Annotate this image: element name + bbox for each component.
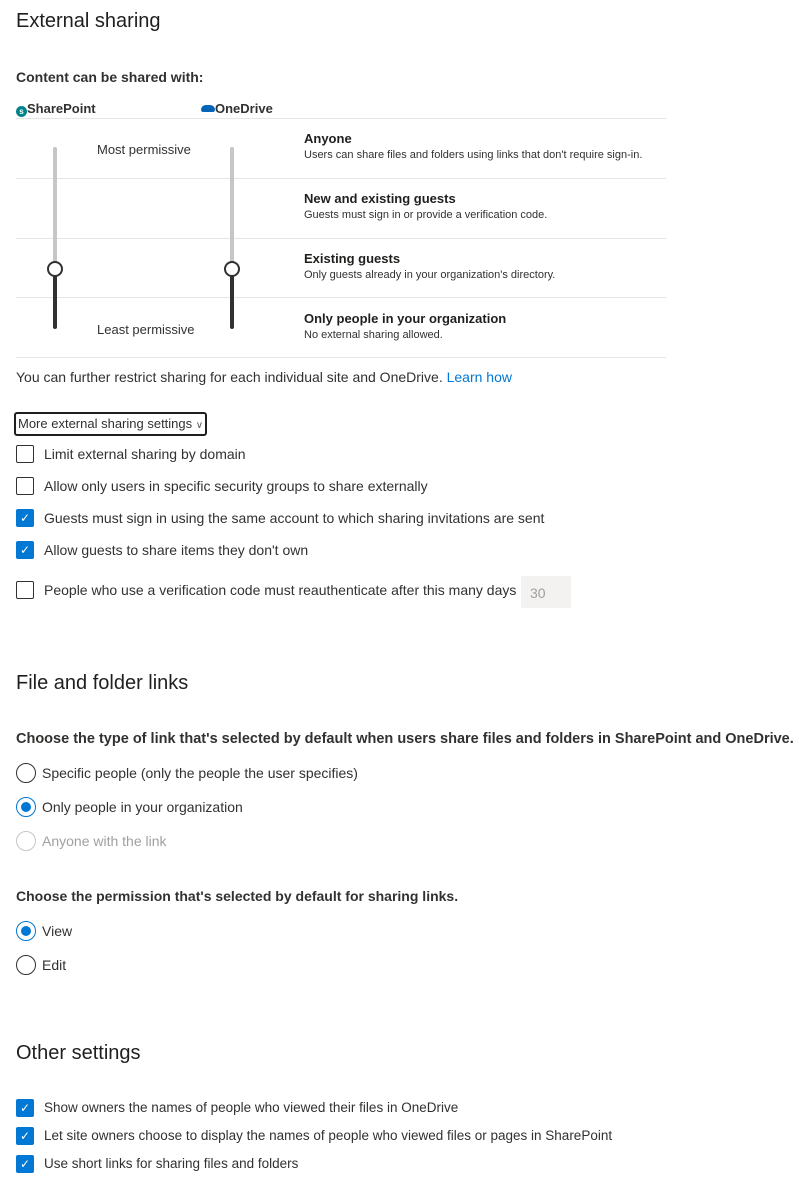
more-settings-label: More external sharing settings xyxy=(18,416,193,431)
sharepoint-label: SharePoint xyxy=(27,101,96,116)
checkmark-icon: ✓ xyxy=(19,543,31,557)
checkbox-label: Use short links for sharing files and folders xyxy=(44,1156,299,1171)
external-sharing-title: External sharing xyxy=(16,10,161,32)
slider-fill xyxy=(230,268,234,329)
divider xyxy=(16,297,666,298)
onedrive-icon xyxy=(201,105,215,112)
more-settings-toggle[interactable] xyxy=(14,412,207,436)
radio-anyone[interactable] xyxy=(16,831,36,851)
security-groups-checkbox[interactable] xyxy=(16,477,34,495)
radio-label: View xyxy=(42,923,73,939)
reauth-days-input[interactable]: 30 xyxy=(521,576,571,608)
checkbox-label: Limit external sharing by domain xyxy=(44,446,246,462)
level-anyone xyxy=(304,131,642,161)
level-desc: Only guests already in your organization's directory. xyxy=(304,269,556,281)
level-desc: Users can share files and folders using links that don't require sign-in. xyxy=(304,149,643,161)
sharepoint-header xyxy=(16,101,96,117)
divider xyxy=(16,118,666,119)
content-label: Content can be shared with: xyxy=(16,69,204,85)
checkmark-icon: ✓ xyxy=(19,1157,31,1171)
radio-view[interactable] xyxy=(16,921,36,941)
slider-track xyxy=(230,147,234,268)
radio-label: Only people in your organization xyxy=(42,799,243,815)
checkbox-label: Let site owners choose to display the names of people who viewed files or pages in SharePoint xyxy=(44,1128,613,1143)
least-permissive-label: Least permissive xyxy=(97,322,195,337)
most-permissive-label: Most permissive xyxy=(97,142,191,157)
radio-edit[interactable] xyxy=(16,955,36,975)
restrict-text: You can further restrict sharing for each individual site and OneDrive. xyxy=(16,369,443,385)
sharepoint-icon: s xyxy=(16,106,27,117)
show-viewers-onedrive-checkbox[interactable] xyxy=(16,1099,34,1117)
guests-share-checkbox[interactable] xyxy=(16,541,34,559)
checkbox-label: People who use a verification code must reauthenticate after this many days xyxy=(44,582,517,598)
file-links-title: File and folder links xyxy=(16,672,189,694)
level-title: Existing guests xyxy=(304,251,401,266)
level-new-existing-guests xyxy=(304,191,547,221)
checkmark-icon: ✓ xyxy=(19,1101,31,1115)
radio-specific-people[interactable] xyxy=(16,763,36,783)
other-settings-title: Other settings xyxy=(16,1042,141,1064)
slider-fill xyxy=(53,268,57,329)
chevron-down-icon: ∨ xyxy=(195,420,204,431)
level-title: Only people in your organization xyxy=(304,311,507,326)
level-existing-guests xyxy=(304,251,555,281)
reauthenticate-checkbox[interactable] xyxy=(16,581,34,599)
divider xyxy=(16,178,666,179)
level-desc: Guests must sign in or provide a verification code. xyxy=(304,209,548,221)
slider-thumb[interactable] xyxy=(224,261,240,277)
restrict-text-row xyxy=(16,369,512,385)
radio-label: Anyone with the link xyxy=(42,833,167,849)
onedrive-header xyxy=(201,101,273,116)
checkmark-icon: ✓ xyxy=(19,511,31,525)
divider xyxy=(16,238,666,239)
learn-how-link[interactable]: Learn how xyxy=(446,369,512,385)
level-title: Anyone xyxy=(304,131,352,146)
checkbox-label: Allow only users in specific security groups to share externally xyxy=(44,478,428,494)
level-org-only xyxy=(304,311,506,341)
same-account-checkbox[interactable] xyxy=(16,509,34,527)
radio-org-only[interactable] xyxy=(16,797,36,817)
radio-label: Specific people (only the people the user specifies) xyxy=(42,765,358,781)
permission-label: Choose the permission that's selected by default for sharing links. xyxy=(16,888,459,904)
checkbox-label: Guests must sign in using the same account to which sharing invitations are sent xyxy=(44,510,545,526)
checkmark-icon: ✓ xyxy=(19,1129,31,1143)
slider-track xyxy=(53,147,57,268)
radio-label: Edit xyxy=(42,957,67,973)
checkbox-label: Allow guests to share items they don't own xyxy=(44,542,309,558)
level-title: New and existing guests xyxy=(304,191,456,206)
checkbox-label: Show owners the names of people who viewed their files in OneDrive xyxy=(44,1100,459,1115)
short-links-checkbox[interactable] xyxy=(16,1155,34,1173)
divider xyxy=(16,357,666,358)
show-viewers-sharepoint-checkbox[interactable] xyxy=(16,1127,34,1145)
onedrive-label: OneDrive xyxy=(215,101,273,116)
link-type-label: Choose the type of link that's selected by default when users share files and folders in SharePoint and OneDrive. xyxy=(16,731,794,747)
limit-domain-checkbox[interactable] xyxy=(16,445,34,463)
slider-thumb[interactable] xyxy=(47,261,63,277)
level-desc: No external sharing allowed. xyxy=(304,329,443,341)
